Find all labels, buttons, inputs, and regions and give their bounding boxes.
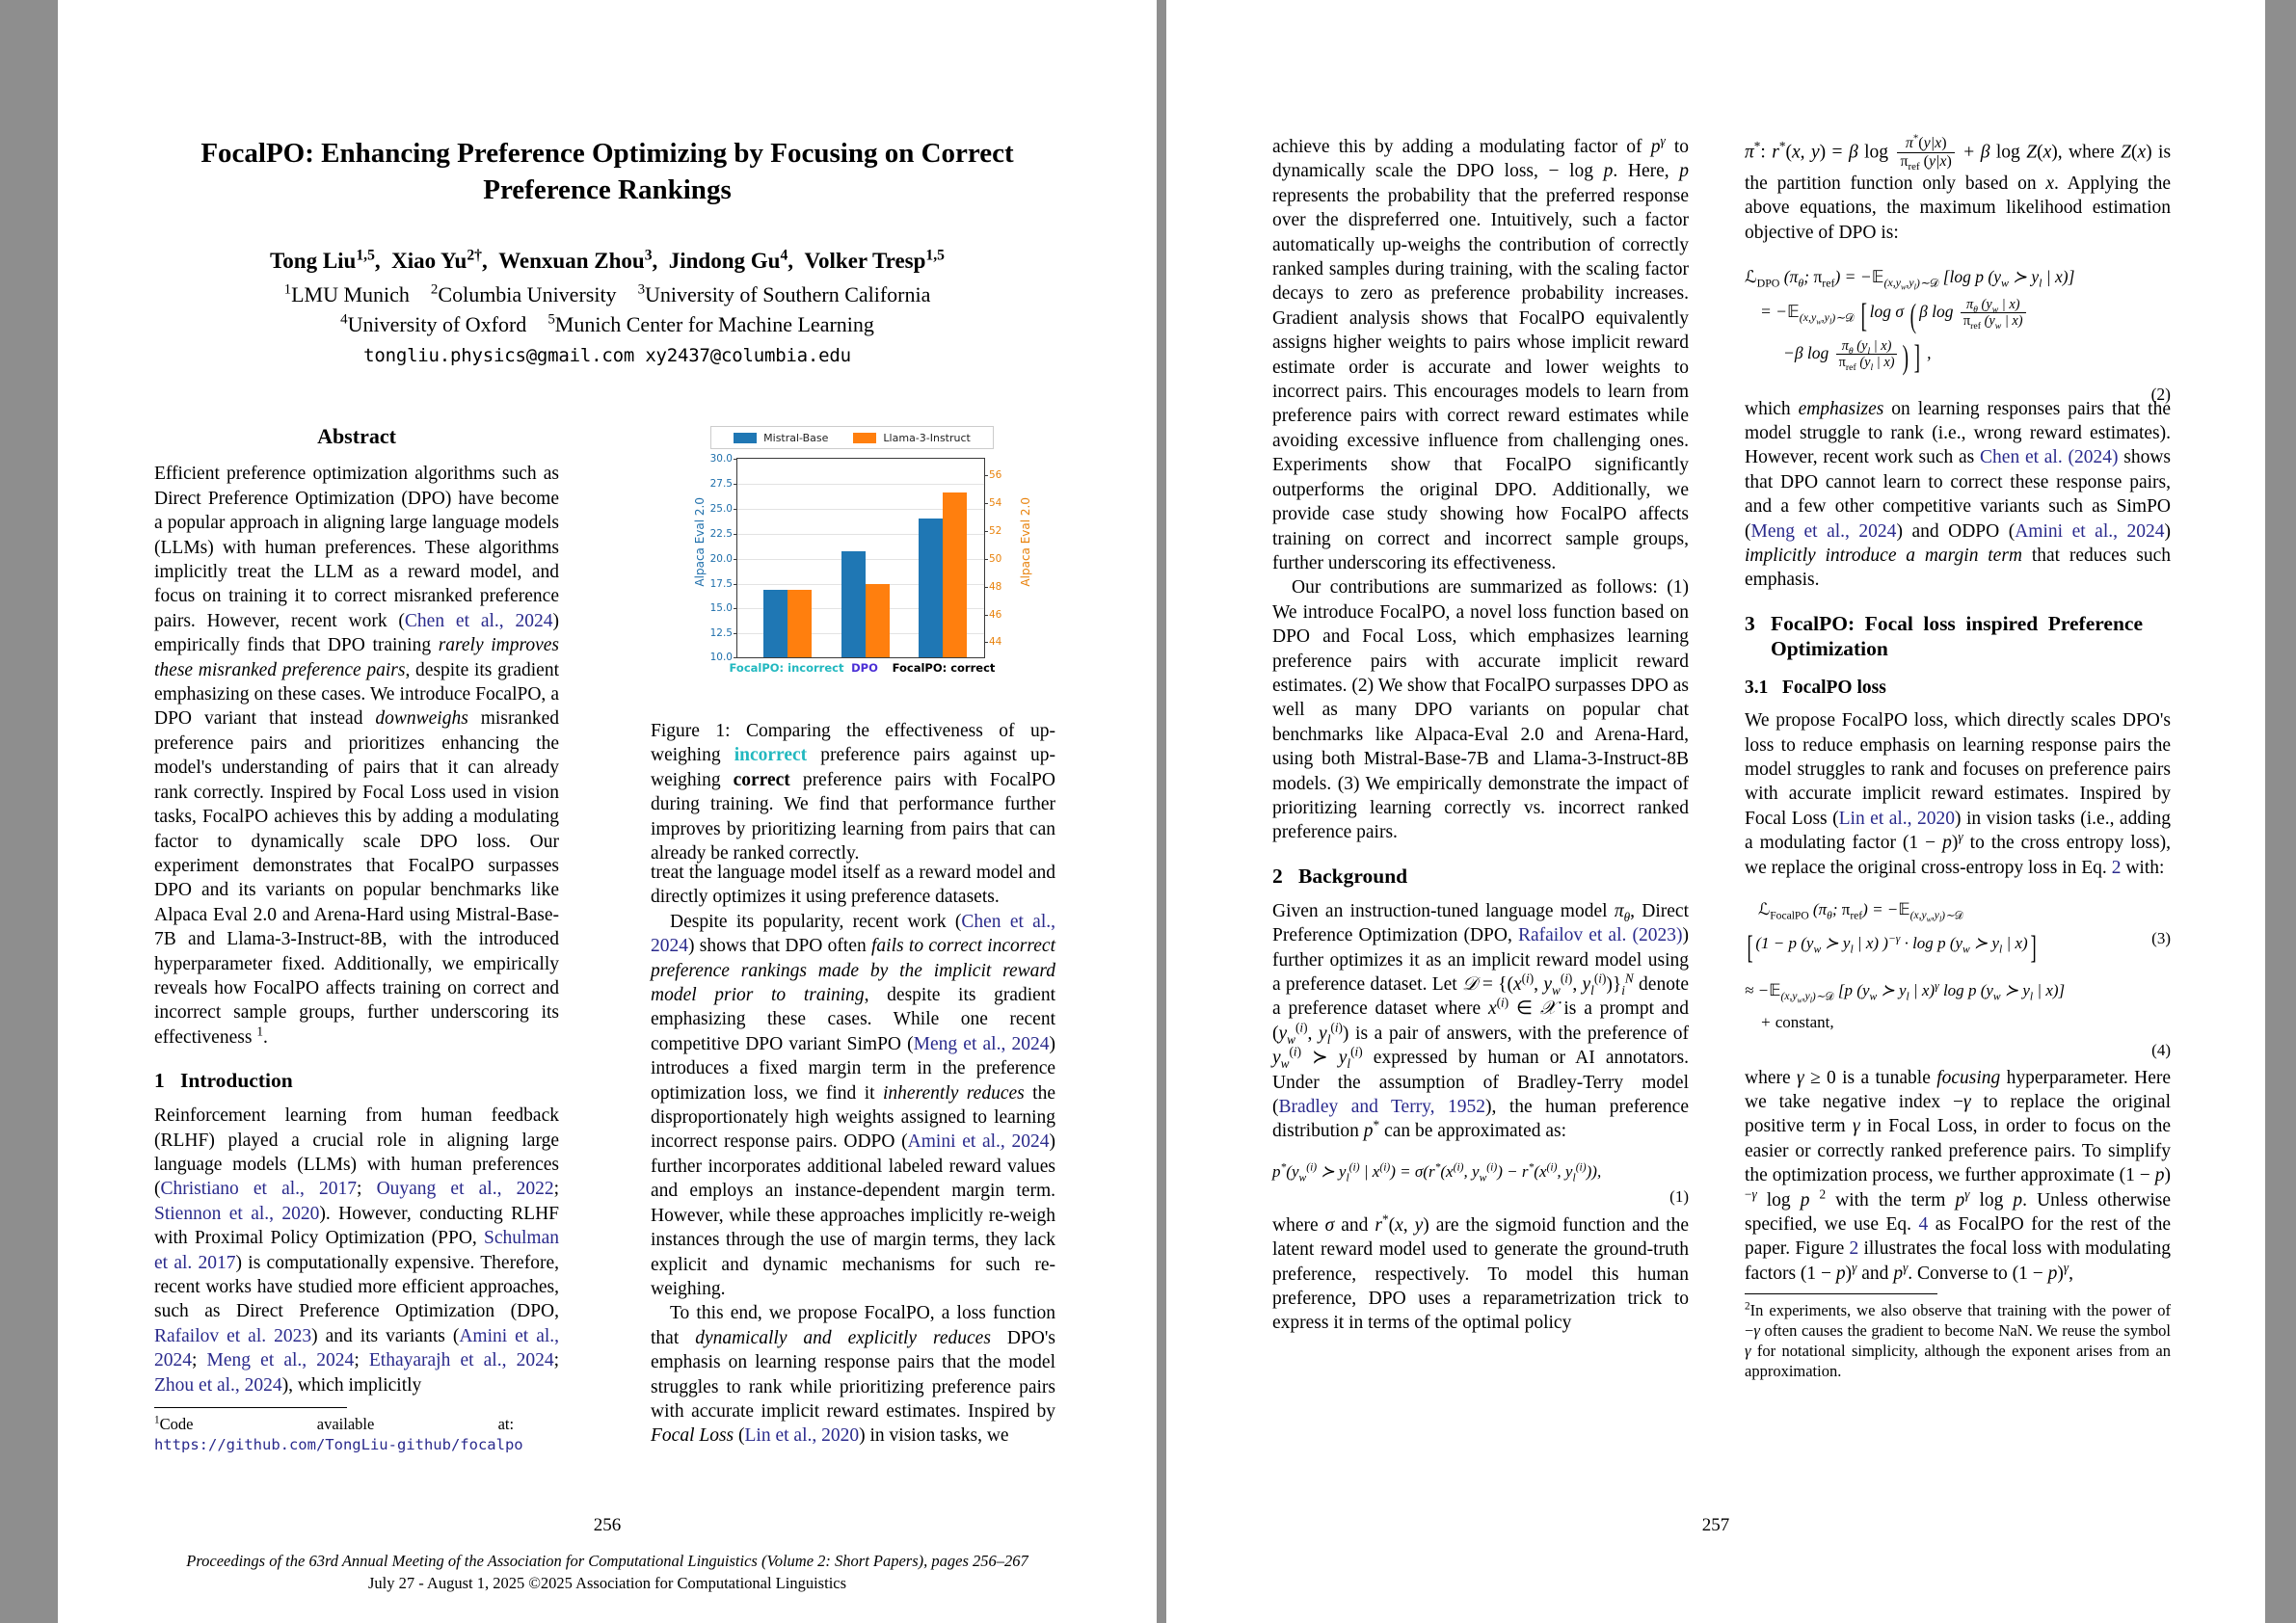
title-block <box>154 135 1060 366</box>
caption-incorrect-word: incorrect <box>734 745 808 766</box>
legend-item-mistral <box>734 432 828 444</box>
column-2-text <box>651 861 1055 1449</box>
author-emails: tongliu.physics@gmail.com xy2437@columbia.edu <box>363 345 851 366</box>
y-tick-left-27.5: 27.5 <box>709 477 733 490</box>
chart-bars <box>737 459 984 657</box>
intro-paragraph-3: To this end, we propose FocalPO, a loss function that dynamically and explicitly reduces DPO's emphasis on learning response pairs that the model struggles to rank while prioritizing preference pairs with accurate implicit reward estimates. Inspired by Focal Loss (Lin et al., 2020) in vision tasks, we <box>651 1303 1055 1447</box>
col4-paragraph-4: where γ ≥ 0 is a tunable focusing hyperparameter. Here we take negative index −γ to replace the original positive term γ in Focal Loss, in order to focus on the easier or correctly ranked preference pairs. To simplify the optimization process, we further approximate $(1 - p)^{-\gamma}$ log p $^2$ with the term $p^\gamma$ log p. Unless otherwise specified, we use Eq. 4 as FocalPO for the rest of the paper. Figure 2 illustrates the focal loss with modulating factors $(1 - p)^\gamma$ and $p^\gamma$. Converse to $(1 - p)^\gamma$, <box>1745 1067 2172 1284</box>
legend-swatch-llama <box>853 433 876 443</box>
y-tick-right-48: 48 <box>989 580 1002 593</box>
bar-llama-dpo <box>866 584 890 657</box>
proceedings-line-1: Proceedings of the 63rd Annual Meeting of the Association for Computational Linguistics (Volume 2: Short Papers), pages 256–267 <box>186 1552 1028 1570</box>
legend-label-llama: Llama-3-Instruct <box>883 431 971 444</box>
eq-ref-2[interactable]: 2 <box>2111 857 2122 878</box>
bar-group-dpo <box>841 551 890 657</box>
column-3 <box>1272 135 1689 1336</box>
intro-paragraph-1-cont: treat the language model itself as a reward model and directly optimizes it using preference datasets. <box>651 863 1055 908</box>
y-tick-right-54: 54 <box>989 497 1002 510</box>
equation-1-number: (1) <box>1669 1186 1689 1206</box>
bar-mistral-dpo <box>841 551 866 657</box>
y-tick-left-22.5: 22.5 <box>709 527 733 540</box>
repo-link[interactable]: https://github.com/TongLiu-github/focalpo <box>154 1436 523 1454</box>
caption-correct-word: correct <box>733 769 790 790</box>
x-label-focalpo-correct: FocalPO: correct <box>892 661 996 675</box>
section-heading-focalpo: 3 FocalPO: Focal loss inspired Preference Optimization <box>1745 611 2143 660</box>
eq-ref-4[interactable]: 4 <box>1918 1214 1929 1236</box>
bar-llama-incorrect <box>788 590 812 657</box>
background-paragraph: Given an instruction-tuned language model $\pi_\theta$, Direct Preference Optimization (DPO, Rafailov et al. (2023)) further optimizes it as an implicit reward model using a preference dataset. Let 𝒟 = {($x^{(i)}$, $y_w^{(i)}$, $y_l^{(i)})\}_i^N$ denote a preference dataset where $x^{(i)}$ ∈ 𝒳 is a prompt and ($y_w^{(i)}$, $y_l^{(i)}$) is a pair of answers, with the preference of $y_w^{(i)}$ ≻ $y_l^{(i)}$ expressed by human or AI annotators. Under the assumption of Bradley-Terry model (Bradley and Terry, 1952), the human preference distribution p* can be approximated as: <box>1272 900 1690 1142</box>
author-list: Tong Liu$^{1,5}$, Xiao $Yu^{2\dagger}$, Wenxuan Zhou$^3$, Jindong Gu$^4$, Volker Tresp$^{1,5}$ <box>270 247 945 273</box>
page-title: FocalPO: Enhancing Preference Optimizing by Focusing on Correct Preference Rankings <box>200 138 1014 205</box>
abstract-heading: Abstract <box>317 424 396 448</box>
equation-2-number: (2) <box>2150 384 2171 404</box>
bar-group-focalpo-correct <box>919 492 967 657</box>
bar-llama-correct <box>943 492 967 657</box>
footnote-rule-2 <box>1745 1293 1937 1294</box>
column-4 <box>1745 132 2172 1381</box>
y-tick-left-12.5: 12.5 <box>709 627 733 640</box>
affiliation-line-1: $^1$LMU Munich $^2$Columbia University $^3$University of Southern California <box>283 281 931 306</box>
bar-group-focalpo-incorrect <box>763 590 812 657</box>
y-tick-right-50: 50 <box>989 552 1002 565</box>
chart-legend <box>710 426 994 449</box>
y-tick-left-20: 20.0 <box>709 552 733 565</box>
chart-plot-area <box>709 453 1002 663</box>
y-tick-left-17.5: 17.5 <box>709 577 733 590</box>
y-tick-right-56: 56 <box>989 469 1002 482</box>
y-tick-left-15: 15.0 <box>709 602 733 615</box>
x-axis-labels <box>729 661 996 680</box>
y-tick-right-44: 44 <box>989 636 1002 649</box>
col4-paragraph-2: which emphasizes on learning responses pairs that the model struggle to rank (i.e., wrong reward estimates). However, recent work such as Chen et al. (2024) shows that DPO cannot learn to correct these response pairs, and a few other competitive variants such as SimPO (Meng et al., 2024) and ODPO (Amini et al., 2024) implicitly introduce a margin term that reduces such emphasis. <box>1745 398 2171 591</box>
equation-4: ≈ −𝔼$_{(x,y_w,y_l)\sim 𝒟}$ [p ($y_w$ ≻ $y_l$ | x)$^\gamma$ log p ($y_w$ ≻ $y_l$ | x)] + constant, (4) <box>1745 976 2171 1037</box>
proceedings-footer <box>58 1550 1157 1594</box>
figure-1-chart <box>651 422 1055 704</box>
x-label-dpo: DPO <box>851 661 878 675</box>
bar-mistral-incorrect <box>763 590 788 657</box>
col4-paragraph-3: We propose FocalPO loss, which directly scales DPO's loss to reduce emphasis on learning response pairs the model struggles to rank and focuses on preference pairs with accurate implicit reward estimates. Inspired by Focal Loss (Lin et al., 2020) in vision tasks (i.e., adding a modulating factor $(1 - p)^\gamma$ to the cross entropy loss), we replace the original cross-entropy loss in Eq. 2 with: <box>1745 710 2171 878</box>
page-number-right: 257 <box>1701 1515 1730 1535</box>
figure-1-block <box>651 422 1055 865</box>
footnote-1: $^1$Code available at: https://github.com/TongLiu-github/focalpo <box>154 1414 559 1454</box>
subsection-heading-focalpo-loss: 3.1 FocalPO loss <box>1745 677 1886 698</box>
col3-paragraph-2: Our contributions are summarized as follows: (1) We introduce FocalPO, a novel loss function based on DPO and Focal Loss, which emphasizes learning preference pairs with accurate implicit reward estimates. (2) We show that FocalPO surpasses DPO as well as many DPO variants on popular chat benchmarks like Alpaca-Eval 2.0 and Arena-Hard, using both Mistral-Base-7B and Llama-3-Instruct-8B models. (3) We empirically demonstrate the impact of prioritizing learning correctly vs. incorrect ranked preference pairs. <box>1272 577 1689 843</box>
intro-paragraph-2: Despite its popularity, recent work (Chen et al., 2024) shows that DPO often fails to correct incorrect preference rankings made by the implicit reward model prior to training, despite its gradient emphasizing these cases. While one recent competitive DPO variant SimPO (Meng et al., 2024) introduces a fixed margin term in the preference optimization loss, we find it inherently reduces the disproportionately high weights assigned to learning incorrect response pairs. ODPO (Amini et al., 2024) further incorporates additional labeled reward values and employs an instance-dependent margin term. However, while these approaches implicitly re-weigh instances through the use of margin terms, they lack explicit and dynamic mechanisms for such re-weighing. <box>651 911 1055 1299</box>
section-heading-introduction: 1 Introduction <box>154 1069 293 1093</box>
abstract-body: Efficient preference optimization algorithms such as Direct Preference Optimization (DPO) have become a popular approach in aligning large language models (LLMs) with human preferences. These algorithms implicitly treat the LLM as a reward model, and focus on training it to correct misranked preference pairs. However, recent work (Chen et al., 2024) empirically finds that DPO training rarely improves these misranked preference pairs, despite its gradient emphasizing on these cases. We introduce FocalPO, a DPO variant that instead downweighs misranked preference pairs and prioritizes enhancing the model's understanding of pairs that it can already rank correctly. Inspired by Focal Loss used in vision tasks, FocalPO achieves this by adding a modulating factor to dynamically scale DPO loss. Our experiment demonstrates that FocalPO surpasses DPO and its variants on popular benchmarks like Alpaca Eval 2.0 and Arena-Hard using Mistral-Base-7B and Llama-3-Instruct-8B, with the introduced hyperparameter fixed. Additionally, we empirically reveals how FocalPO affects training on correct and incorrect sample groups, further underscoring its effectiveness $^1$. <box>154 464 559 1048</box>
y-tick-left-25: 25.0 <box>709 502 733 515</box>
footnote-2: $^2$In experiments, we also observe that training with the power of −γ often causes the gradient to become NaN. We reuse the symbol γ for notational simplicity, although the exponent arises from an approximation. <box>1745 1300 2171 1381</box>
figure-1-caption: Figure 1: Comparing the effectiveness of up-weighing incorrect preference pairs against up-weighing correct preference pairs with FocalPO during training. We find that performance further improves by prioritizing learning from pairs that can already be ranked correctly. <box>651 721 1056 865</box>
col3-paragraph-1: achieve this by adding a modulating factor of $p^\gamma$ to dynamically scale the DPO loss, − log p. Here, p represents the probability that the preferred response over the dispreferred one. Intuitively, such a factor automatically up-weighs the contribution of correctly ranked samples during training, with the scaling factor decays to zero as preference probability increases. Gradient analysis shows that FocalPO equivalently assigns higher weights to pairs whose implicit reward estimate order is accurate and lower weights to incorrect pairs. This encourages models to learn from preference pairs with correct reward estimates while avoiding excessive influence from challenging ones. Experiments show that FocalPO significantly outperforms the original DPO. Additionally, we provide case study showing how FocalPO affects training on correct and incorrect sample groups, further underscoring its effectiveness. <box>1272 133 1690 573</box>
bar-mistral-correct <box>919 519 943 657</box>
fig-ref-2[interactable]: 2 <box>1849 1238 1859 1260</box>
equation-3-number: (3) <box>2151 929 2171 948</box>
footnote-rule <box>154 1407 347 1408</box>
col3-paragraph-3: where σ and r*(x, y) are the sigmoid function and the latent reward model used to generate the ground-truth preference, respectively. To model this human preference, DPO uses a reparametrization trick to express it in terms of the optimal policy <box>1272 1211 1690 1334</box>
equation-2: ℒ$_{DPO}$ ($\pi_\theta$; $\pi_{ref}$) = −𝔼$_{(x,y_w,y_l)\sim 𝒟}$ [log p ($y_w$ ≻ $y_l$ | x)] = −𝔼$_{(x,y_w,y_l)\sim 𝒟}$ [ log σ ( β log $\frac{\pi_\theta (y_w | x)}{\pi_{ref} (y_w | x)}$ −β log $\frac{\pi_\theta (y_l | x)}{\pi_{ref} (y_l | x)}$ ) ] , (2) <box>1745 262 2171 372</box>
intro-paragraph-1: Reinforcement learning from human feedback (RLHF) played a crucial role in aligning large language models (LLMs) with human preferences (Christiano et al., 2017; Ouyang et al., 2022; Stiennon et al., 2020). However, conducting RLHF with Proximal Policy Optimization (PPO, Schulman et al. 2017) is computationally expensive. Therefore, recent works have studied more efficient approaches, such as Direct Preference Optimization (DPO, Rafailov et al. 2023) and its variants (Amini et al., 2024; Meng et al., 2024; Ethayarajh et al., 2024; Zhou et al., 2024), which implicitly <box>154 1105 560 1396</box>
affiliation-line-2: $^4$University of Oxford $^5$Munich Center for Machine Learning <box>340 311 874 336</box>
page-256 <box>58 0 1157 1623</box>
y-axis-label-right: Alpaca Eval 2.0 <box>1019 497 1032 587</box>
y-tick-left-10: 10.0 <box>709 652 733 663</box>
column-1 <box>154 424 559 1455</box>
y-axis-label-left: Alpaca Eval 2.0 <box>693 497 707 587</box>
section-heading-background: 2 Background <box>1272 864 1408 888</box>
equation-1: $p^*(y_w^{(i)}$ ≻ $y_l^{(i)}$ | $x^{(i)}) = \sigma(r^*(x^{(i)}$, $y_w^{(i)}) - r^*(x^{(i)}$, $y_l^{(i)}$)), (1) <box>1272 1157 1689 1186</box>
proceedings-line-2: July 27 - August 1, 2025 ©2025 Association for Computational Linguistics <box>367 1574 847 1592</box>
legend-label-mistral: Mistral-Base <box>763 431 829 444</box>
legend-item-llama <box>853 432 970 444</box>
legend-swatch-mistral <box>734 433 757 443</box>
equation-4-number: (4) <box>2151 1040 2171 1059</box>
page-257 <box>1166 0 2265 1623</box>
y-tick-left-30: 30.0 <box>709 453 733 465</box>
x-label-focalpo-incorrect: FocalPO: incorrect <box>729 661 844 675</box>
y-tick-right-52: 52 <box>989 525 1002 537</box>
page-number-left: 256 <box>593 1515 622 1535</box>
y-tick-right-46: 46 <box>989 608 1002 621</box>
col4-paragraph-1: π*: r*(x, y) = β log $\frac{\pi^*(y|x)}{\pi_{ref} (y|x)}$ + β log Z(x), where Z(x) is the partition function only based on x. Applying the above equations, the maximum likelihood estimation objective of DPO is: <box>1745 132 2172 243</box>
equation-3: ℒ$_{FocalPO}$ ($\pi_\theta$; $\pi_{ref}$) = −𝔼$_{(x,y_w,y_l)\sim 𝒟}$ [ (1 − p ($y_w$ ≻ $y_l$ | x) )$^{-\gamma}$ · log p ($y_w$ ≻ $y_l$ | x)] (3) <box>1747 900 2171 966</box>
